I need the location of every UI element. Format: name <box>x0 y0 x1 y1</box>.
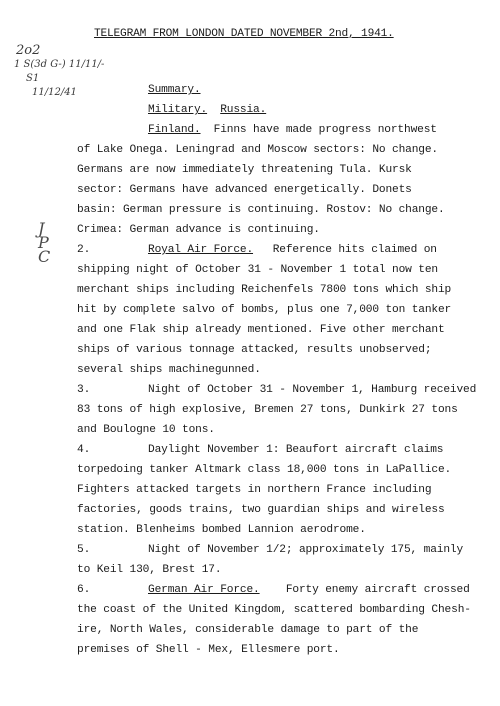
paragraph-line: several ships machinegunned. <box>77 364 261 376</box>
margin-note: 1 S(3d G-) 11/11/- <box>14 59 105 70</box>
paragraph-line: ire, North Wales, considerable damage to part of the <box>77 624 419 636</box>
russia-heading: Russia. <box>220 104 267 116</box>
paragraph-line: Daylight November 1: Beaufort aircraft claims <box>148 444 444 456</box>
paragraph-line: shipping night of October 31 - November 1 total now ten <box>77 264 438 276</box>
military-heading-line <box>148 104 266 116</box>
paragraph-line <box>148 584 470 596</box>
paragraph-number: 2. <box>77 244 91 256</box>
text-run: Finns have made progress northwest <box>213 124 437 136</box>
paragraph-line: ships of various tonnage attacked, results unobserved; <box>77 344 432 356</box>
paragraph-line: merchant ships including Reichenfels 7800 tons which ship <box>77 284 452 296</box>
paragraph-line: Night of October 31 - November 1, Hamburg received <box>148 384 477 396</box>
gaf-heading: German Air Force. <box>148 584 260 596</box>
paragraph-line: the coast of the United Kingdom, scattered bombarding Chesh- <box>77 604 471 616</box>
paragraph-line: factories, goods trains, two guardian ships and wireless <box>77 504 445 516</box>
paragraph-line: Crimea: German advance is continuing. <box>77 224 320 236</box>
paragraph-line: to Keil 130, Brest 17. <box>77 564 222 576</box>
paragraph-number: 6. <box>77 584 91 596</box>
paragraph-line: Night of November 1/2; approximately 175, mainly <box>148 544 464 556</box>
paragraph-line: 83 tons of high explosive, Bremen 27 tons, Dunkirk 27 tons <box>77 404 458 416</box>
document-title: TELEGRAM FROM LONDON DATED NOVEMBER 2nd, 1941. <box>94 28 394 40</box>
paragraph-line: sector: Germans have advanced energetically. Donets <box>77 184 412 196</box>
paragraph-line: and Boulogne 10 tons. <box>77 424 215 436</box>
handwritten-margin-notes <box>14 44 104 100</box>
finland-heading: Finland. <box>148 124 201 136</box>
paragraph-line: station. Blenheims bombed Lannion aerodrome. <box>77 524 366 536</box>
margin-note: J <box>38 219 45 238</box>
paragraph-line: torpedoing tanker Altmark class 18,000 tons in LaPallice. <box>77 464 452 476</box>
paragraph-number: 5. <box>77 544 91 556</box>
paragraph-line: of Lake Onega. Leningrad and Moscow sectors: No change. <box>77 144 438 156</box>
paragraph-line: Fighters attacked targets in northern France including <box>77 484 432 496</box>
paragraph-line <box>148 244 437 256</box>
paragraph-line: premises of Shell - Mex, Ellesmere port. <box>77 644 340 656</box>
margin-note: 11/12/41 <box>32 87 77 98</box>
paragraph-line <box>148 124 437 136</box>
paragraph-line: Germans are now immediately threatening Tula. Kursk <box>77 164 412 176</box>
paragraph-line: hit by complete salvo of bombs, plus one 7,000 ton tanker <box>77 304 452 316</box>
paragraph-line: and one Flak ship already mentioned. Five other merchant <box>77 324 445 336</box>
margin-note: S1 <box>26 73 40 84</box>
paragraph-number: 4. <box>77 444 91 456</box>
raf-heading: Royal Air Force. <box>148 244 254 256</box>
summary-heading: Summary. <box>148 84 201 96</box>
margin-note: P <box>38 233 49 252</box>
military-heading: Military. <box>148 104 208 116</box>
text-run: Forty enemy aircraft crossed <box>285 584 470 596</box>
paragraph-line: basin: German pressure is continuing. Rostov: No change. <box>77 204 445 216</box>
paragraph-number: 3. <box>77 384 91 396</box>
margin-note: C <box>38 247 51 266</box>
handwritten-initials <box>38 219 51 266</box>
margin-note: 2o2 <box>16 43 41 58</box>
text-run: Reference hits claimed on <box>272 244 437 256</box>
